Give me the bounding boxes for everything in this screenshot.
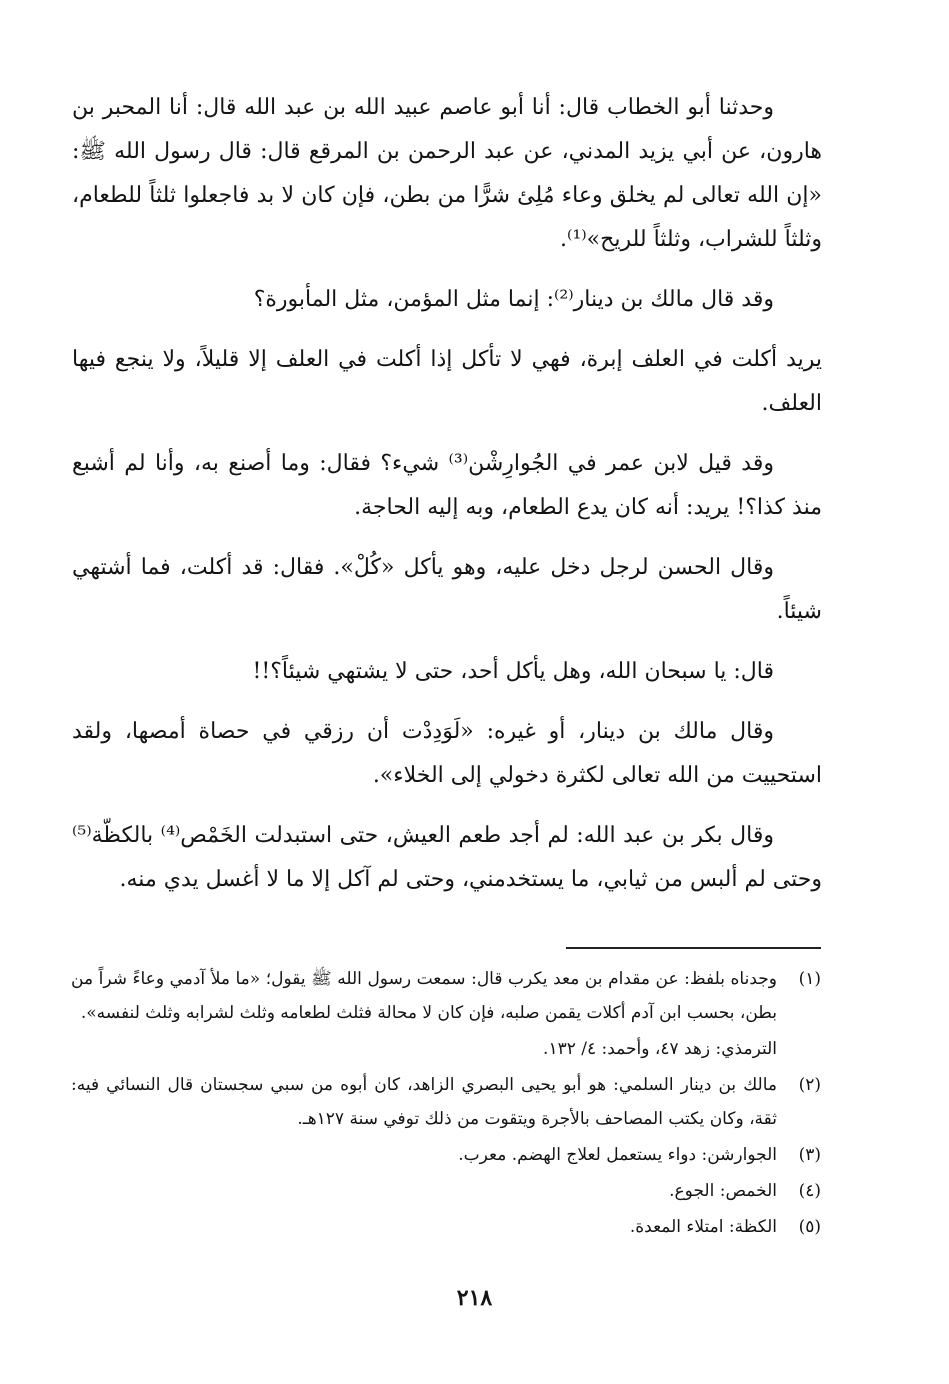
- paragraph-ibn-umar: وقد قيل لابن عمر في الجُوارِشْن⁽³⁾ شيء؟ فقال: وما أصنع به، وأنا لم أشبع منذ كذا؟! يريد: أنه كان يدع الطعام، وبه إليه الحاجة.: [72, 451, 822, 520]
- paragraph-explanation: يريد أكلت في العلف إبرة، فهي لا تأكل إذا أكلت في العلف إلا قليلاً، ولا ينجع فيها العلف.: [72, 347, 822, 416]
- footnote-2: [71, 1068, 821, 1136]
- paragraph-bakr: وقال بكر بن عبد الله: لم أجد طعم العيش، حتى استبدلت الخَمْص⁽⁴⁾ بالكظّة⁽⁵⁾ وحتى لم ألبس من ثيابي، ما يستخدمني، وحتى لم آكل إلا ما لا أغسل يدي منه.: [72, 823, 822, 892]
- footnotes: [71, 962, 821, 1246]
- footnote-number: (٢): [798, 1075, 821, 1095]
- footnote-number: (٣): [798, 1145, 821, 1165]
- main-text: [72, 86, 822, 918]
- footnote-text: الخمص: الجوع.: [669, 1181, 777, 1201]
- footnote-number: (٥): [798, 1217, 821, 1237]
- footnote-text: الجوارشن: دواء يستعمل لعلاج الهضم. معرب.: [458, 1145, 777, 1165]
- footnote-number: (١): [798, 969, 821, 989]
- footnote-4: [71, 1174, 821, 1208]
- footnote-3: [71, 1138, 821, 1172]
- paragraph-hadith: وحدثنا أبو الخطاب قال: أنا أبو عاصم عبيد الله بن عبد الله قال: أنا المحبر بن هارون، عن أبي يزيد المدني، عن عبد الرحمن بن المرقع قال: قال رسول الله ﷺ: «إن الله تعالى لم يخلق وعاء مُلِئ شرًّا من بطن، فإن كان لا بد فاجعلوا ثلثاً للطعام، وثلثاً للشراب، وثلثاً للريح»⁽¹⁾.: [72, 95, 822, 252]
- paragraph-subhan-allah: قال: يا سبحان الله، وهل يأكل أحد، حتى لا يشتهي شيئاً؟!!: [252, 659, 774, 684]
- footnote-1: [71, 962, 821, 1030]
- paragraph-hasan: وقال الحسن لرجل دخل عليه، وهو يأكل «كُلْ». فقال: قد أكلت، فما أشتهي شيئاً.: [72, 555, 822, 624]
- footnote-1-reference: الترمذي: زهد ٤٧، وأحمد: ٤/ ١٣٢.: [543, 1039, 777, 1059]
- footnote-separator: [566, 947, 821, 949]
- footnote-text: مالك بن دينار السلمي: هو أبو يحيى البصري الزاهد، كان أبوه من سبي سجستان قال النسائي فيه: ثقة، وكان يكتب المصاحف بالأجرة ويتقوت من ذلك توفي سنة ١٢٧هـ.: [71, 1075, 777, 1129]
- footnote-text: الكظة: امتلاء المعدة.: [629, 1217, 777, 1237]
- page-number: ٢١٨: [456, 1285, 493, 1311]
- paragraph-malik: وقد قال مالك بن دينار⁽²⁾: إنما مثل المؤمن، مثل المأبورة؟: [253, 287, 774, 312]
- footnote-text: وجدناه بلفظ: عن مقدام بن معد يكرب قال: سمعت رسول الله ﷺ يقول؛ «ما ملأ آدمي وعاءً شراً من بطن، بحسب ابن آدم أكلات يقمن صلبه، فإن كان لا محالة فثلث لطعامه وثلث لشرابه وثلث لنفسه».: [71, 969, 777, 1023]
- paragraph-malik-or-other: وقال مالك بن دينار، أو غيره: «لَوَدِدْت أن رزقي في حصاة أمصها، ولقد استحييت من الله تعالى لكثرة دخولي إلى الخلاء».: [72, 719, 822, 788]
- footnote-number: (٤): [798, 1181, 821, 1201]
- footnote-5: [71, 1210, 821, 1244]
